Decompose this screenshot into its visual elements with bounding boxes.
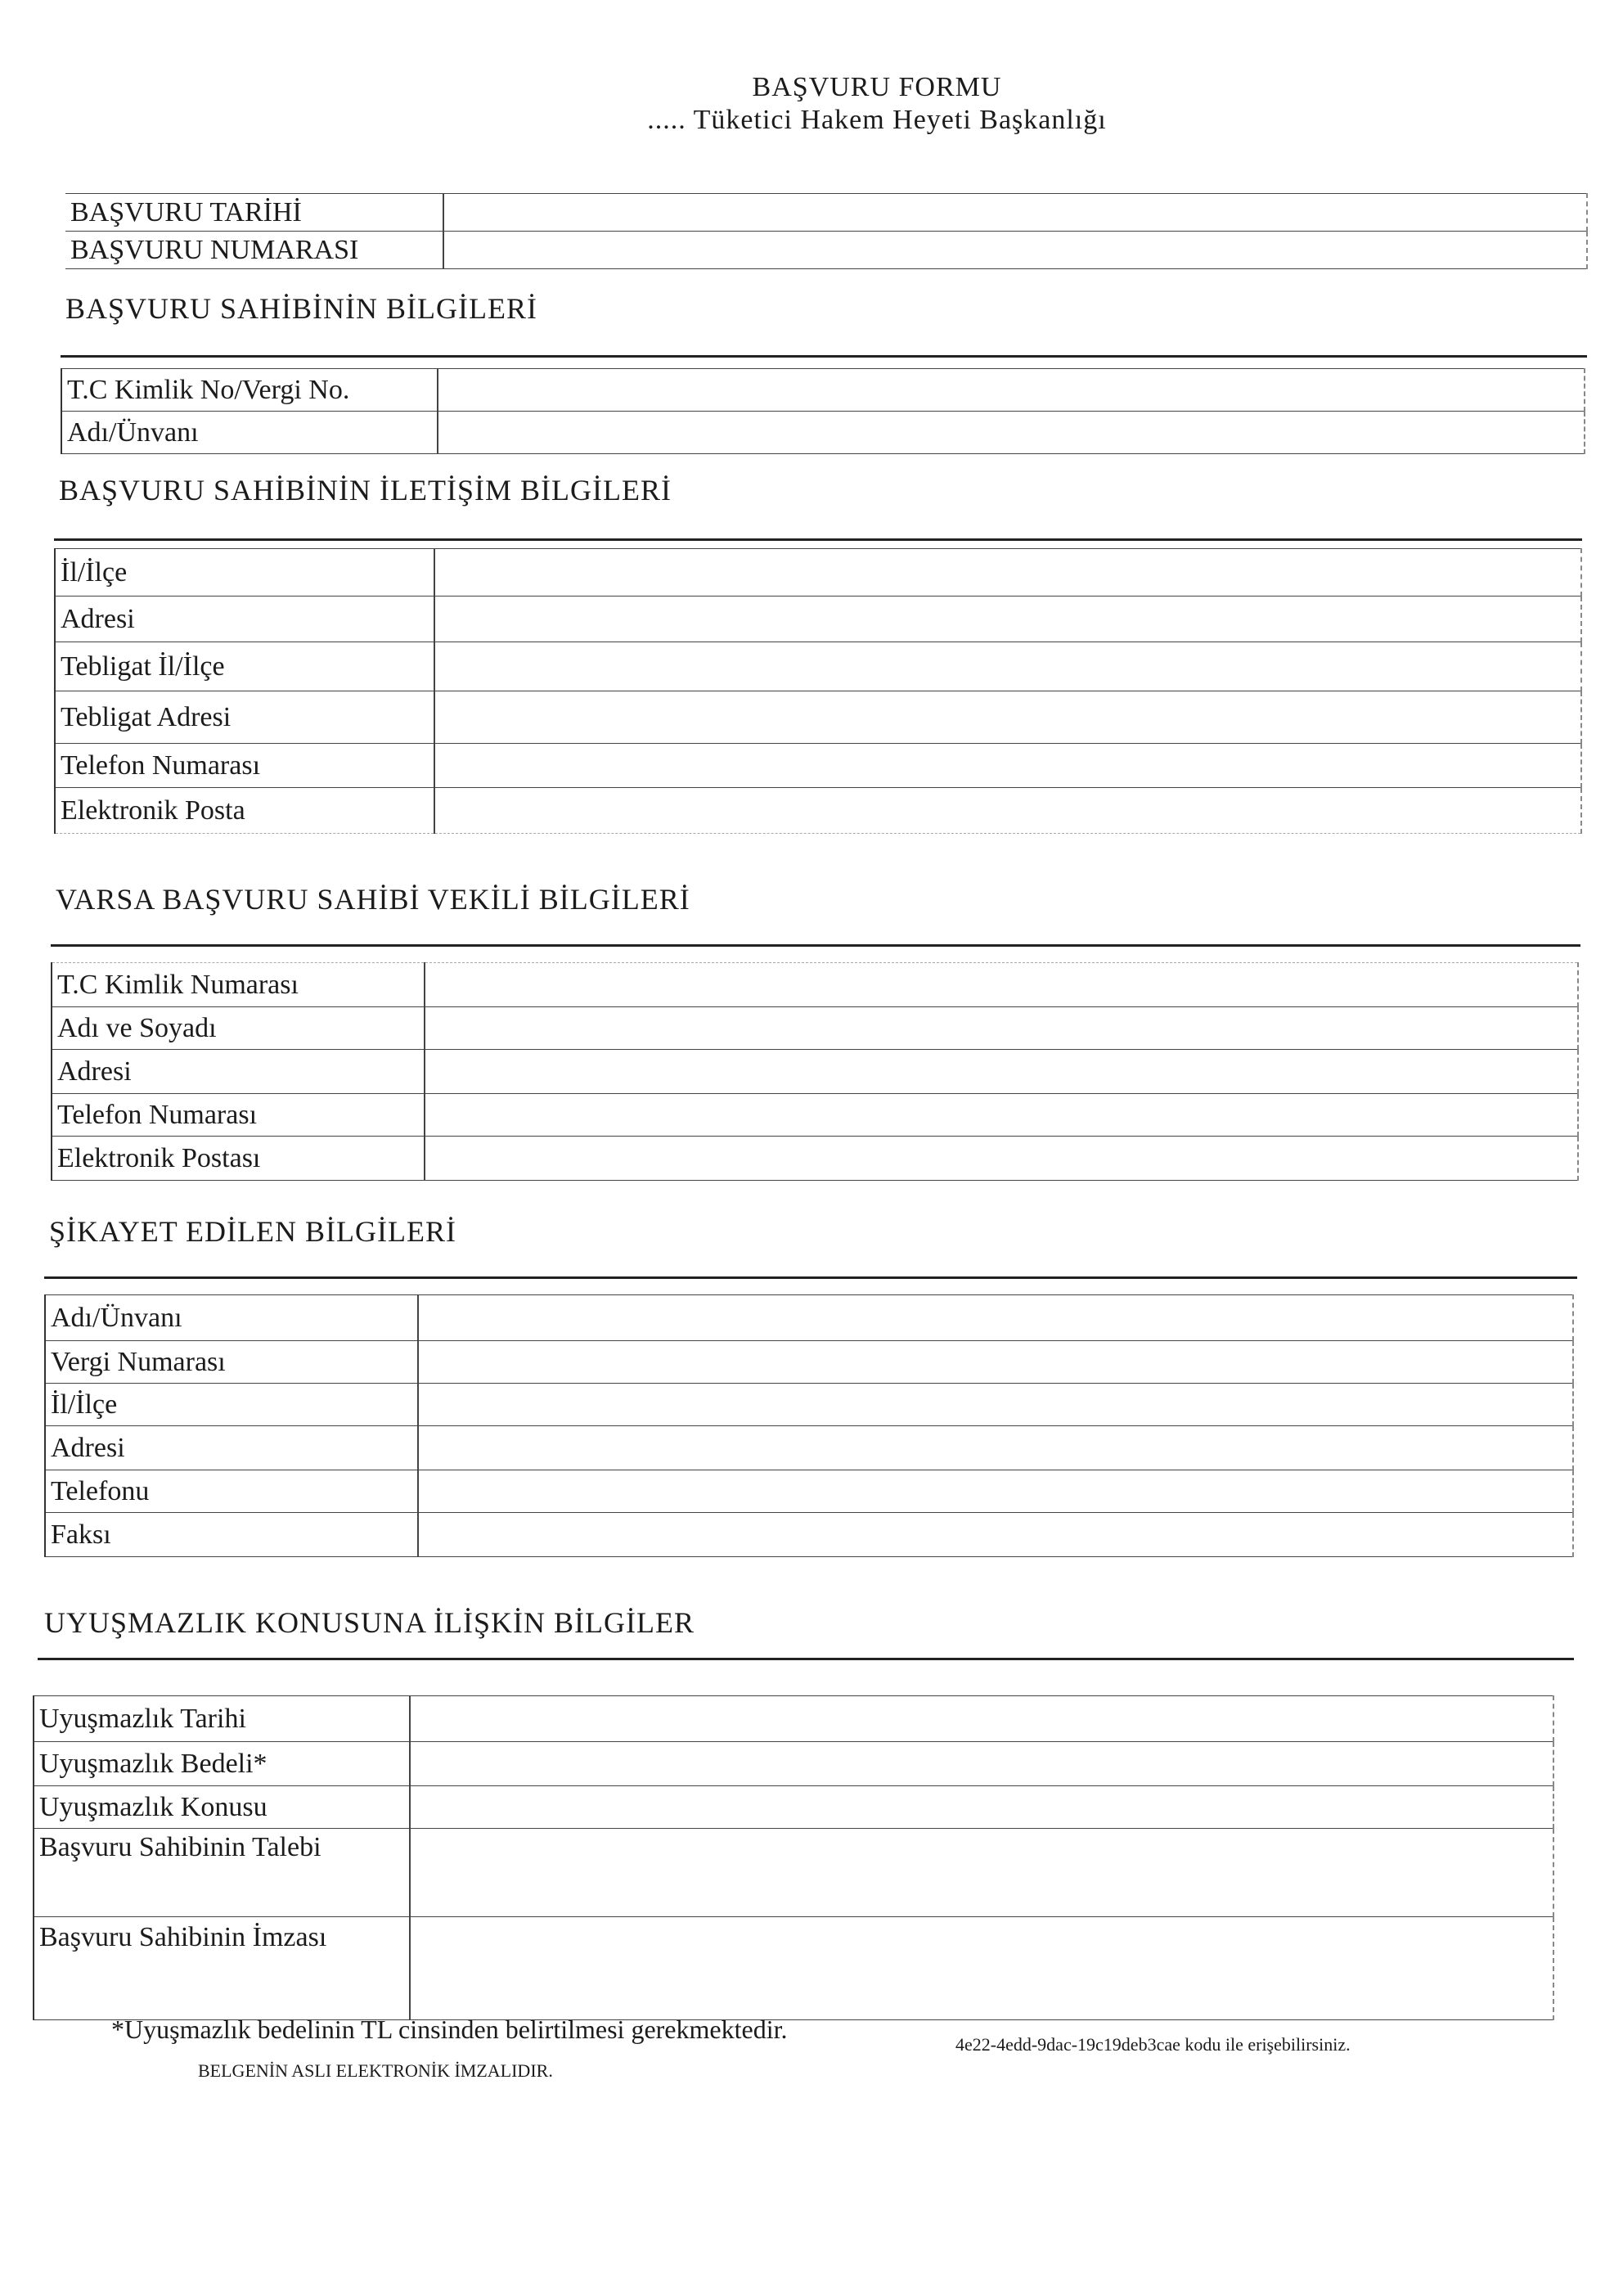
respondent-phone-field[interactable] bbox=[418, 1470, 1573, 1513]
proxy-address-field[interactable] bbox=[425, 1050, 1578, 1094]
respondent-name-field[interactable] bbox=[418, 1295, 1573, 1341]
proxy-name-label: Adı ve Soyadı bbox=[52, 1007, 425, 1050]
top-fields-table bbox=[65, 193, 1588, 269]
form-subtitle: ..... Tüketici Hakem Heyeti Başkanlığı bbox=[647, 105, 1107, 135]
application-number-label: BAŞVURU NUMARASI bbox=[65, 232, 443, 269]
respondent-province-field[interactable] bbox=[418, 1384, 1573, 1426]
notification-address-field[interactable] bbox=[434, 691, 1581, 744]
applicant-request-label: Başvuru Sahibinin Talebi bbox=[34, 1829, 410, 1917]
proxy-id-field[interactable] bbox=[425, 963, 1578, 1007]
amount-footnote: *Uyuşmazlık bedelinin TL cinsinden belirtilmesi gerekmektedir. bbox=[111, 2015, 788, 2044]
application-date-field[interactable] bbox=[443, 194, 1587, 232]
dispute-date-field[interactable] bbox=[410, 1696, 1553, 1742]
respondent-tax-number-label: Vergi Numarası bbox=[45, 1341, 418, 1384]
contact-email-label: Elektronik Posta bbox=[55, 788, 434, 834]
contact-phone-label: Telefon Numarası bbox=[55, 744, 434, 788]
respondent-tax-number-field[interactable] bbox=[418, 1341, 1573, 1384]
contact-address-label: Adresi bbox=[55, 597, 434, 642]
dispute-table bbox=[33, 1695, 1554, 2020]
respondent-address-label: Adresi bbox=[45, 1426, 418, 1470]
respondent-phone-label: Telefonu bbox=[45, 1470, 418, 1513]
proxy-section-heading: VARSA BAŞVURU SAHİBİ VEKİLİ BİLGİLERİ bbox=[56, 883, 690, 916]
applicant-signature-label: Başvuru Sahibinin İmzası bbox=[34, 1917, 410, 2020]
respondent-fax-field[interactable] bbox=[418, 1513, 1573, 1557]
applicant-id-label: T.C Kimlik No/Vergi No. bbox=[61, 369, 438, 412]
applicant-table bbox=[61, 368, 1585, 454]
proxy-table bbox=[51, 962, 1579, 1181]
verification-code-text: 4e22-4edd-9dac-19c19deb3cae kodu ile erişebilirsiniz. bbox=[955, 2034, 1351, 2055]
form-title: BAŞVURU FORMU bbox=[752, 72, 1002, 102]
dispute-amount-label: Uyuşmazlık Bedeli* bbox=[34, 1742, 410, 1786]
applicant-name-field[interactable] bbox=[438, 412, 1585, 454]
respondent-section-heading: ŞİKAYET EDİLEN BİLGİLERİ bbox=[49, 1215, 456, 1248]
application-date-label: BAŞVURU TARİHİ bbox=[65, 194, 443, 232]
proxy-phone-label: Telefon Numarası bbox=[52, 1094, 425, 1137]
contact-address-field[interactable] bbox=[434, 597, 1581, 642]
contact-section-heading: BAŞVURU SAHİBİNİN İLETİŞİM BİLGİLERİ bbox=[59, 474, 672, 506]
respondent-name-label: Adı/Ünvanı bbox=[45, 1295, 418, 1341]
proxy-address-label: Adresi bbox=[52, 1050, 425, 1094]
notification-address-label: Tebligat Adresi bbox=[55, 691, 434, 744]
applicant-section-heading: BAŞVURU SAHİBİNİN BİLGİLERİ bbox=[65, 292, 537, 325]
applicant-request-field[interactable] bbox=[410, 1829, 1553, 1917]
section-divider bbox=[54, 538, 1582, 541]
dispute-amount-field[interactable] bbox=[410, 1742, 1553, 1786]
notification-province-label: Tebligat İl/İlçe bbox=[55, 642, 434, 691]
contact-email-field[interactable] bbox=[434, 788, 1581, 834]
respondent-table bbox=[44, 1294, 1574, 1557]
section-divider bbox=[38, 1658, 1574, 1660]
respondent-province-label: İl/İlçe bbox=[45, 1384, 418, 1426]
proxy-id-label: T.C Kimlik Numarası bbox=[52, 963, 425, 1007]
proxy-phone-field[interactable] bbox=[425, 1094, 1578, 1137]
contact-phone-field[interactable] bbox=[434, 744, 1581, 788]
dispute-subject-label: Uyuşmazlık Konusu bbox=[34, 1786, 410, 1829]
contact-province-label: İl/İlçe bbox=[55, 549, 434, 597]
contact-province-field[interactable] bbox=[434, 549, 1581, 597]
proxy-name-field[interactable] bbox=[425, 1007, 1578, 1050]
applicant-name-label: Adı/Ünvanı bbox=[61, 412, 438, 454]
section-divider bbox=[51, 944, 1580, 947]
respondent-fax-label: Faksı bbox=[45, 1513, 418, 1557]
section-divider bbox=[61, 355, 1587, 358]
dispute-subject-field[interactable] bbox=[410, 1786, 1553, 1829]
proxy-email-field[interactable] bbox=[425, 1137, 1578, 1181]
respondent-address-field[interactable] bbox=[418, 1426, 1573, 1470]
dispute-section-heading: UYUŞMAZLIK KONUSUNA İLİŞKİN BİLGİLER bbox=[44, 1606, 695, 1639]
application-number-field[interactable] bbox=[443, 232, 1587, 269]
section-divider bbox=[44, 1276, 1577, 1279]
proxy-email-label: Elektronik Postası bbox=[52, 1137, 425, 1181]
applicant-signature-field[interactable] bbox=[410, 1917, 1553, 2020]
contact-table bbox=[54, 548, 1582, 834]
dispute-date-label: Uyuşmazlık Tarihi bbox=[34, 1696, 410, 1742]
electronic-signature-notice: BELGENİN ASLI ELEKTRONİK İMZALIDIR. bbox=[198, 2060, 553, 2081]
notification-province-field[interactable] bbox=[434, 642, 1581, 691]
applicant-id-field[interactable] bbox=[438, 369, 1585, 412]
